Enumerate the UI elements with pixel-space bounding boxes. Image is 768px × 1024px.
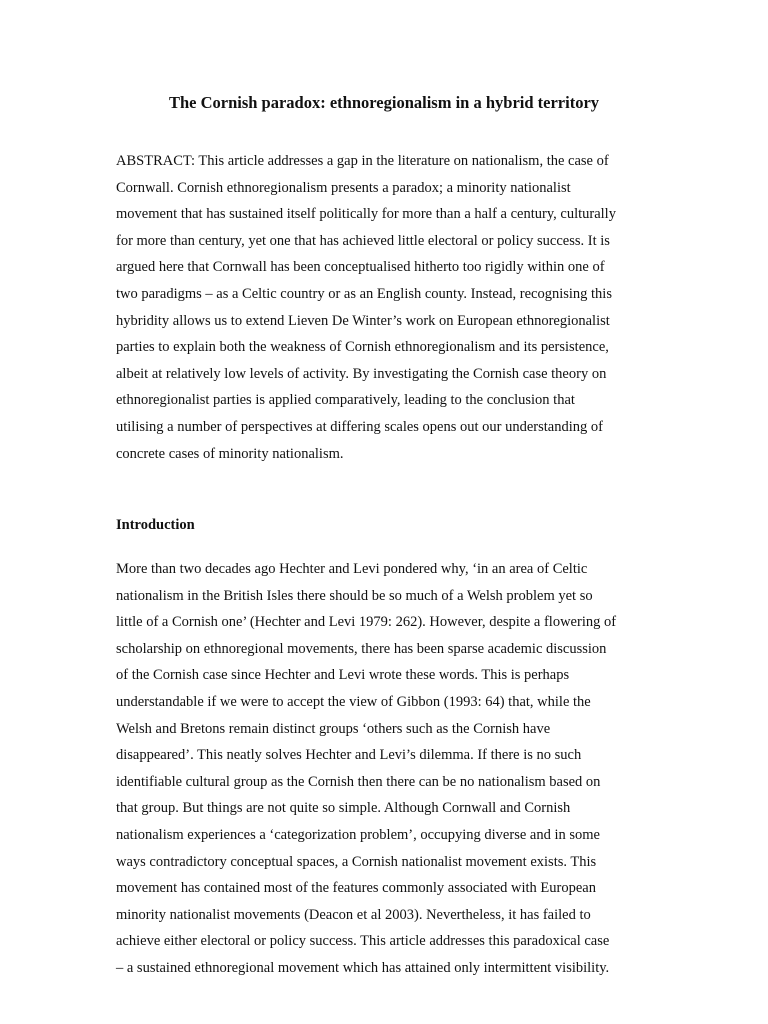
abstract-line: hybridity allows us to extend Lieven De Winter’s work on European ethnoregionalist [116, 312, 610, 329]
body-line: ways contradictory conceptual spaces, a Cornish nationalist movement exists. This [116, 853, 597, 870]
body-line: disappeared’. This neatly solves Hechter and Levi’s dilemma. If there is no such [116, 747, 582, 764]
body-line: movement has contained most of the features commonly associated with European [116, 880, 596, 897]
abstract-paragraph [116, 148, 661, 467]
abstract-line: utilising a number of perspectives at differing scales opens out our understanding of [116, 418, 603, 435]
abstract-line: argued here that Cornwall has been conceptualised hitherto too rigidly within one of [116, 259, 605, 276]
body-line: achieve either electoral or policy success. This article addresses this paradoxical case [116, 933, 610, 950]
body-line: nationalism experiences a ‘categorization problem’, occupying diverse and in some [116, 826, 600, 843]
body-line: little of a Cornish one’ (Hechter and Levi 1979: 262). However, despite a flowering of [116, 614, 617, 631]
section-heading: Introduction [116, 517, 195, 533]
body-line: – a sustained ethnoregional movement which has attained only intermittent visibility. [116, 959, 610, 976]
abstract-line: movement that has sustained itself politically for more than a half a century, culturally [116, 206, 616, 223]
body-line: minority nationalist movements (Deacon et al 2003). Nevertheless, it has failed to [116, 906, 591, 923]
body-line: nationalism in the British Isles there should be so much of a Welsh problem yet so [116, 587, 593, 604]
body-line: of the Cornish case since Hechter and Levi wrote these words. This is perhaps [116, 667, 570, 684]
body-line: understandable if we were to accept the view of Gibbon (1993: 64) that, while the [116, 693, 591, 710]
abstract-line: ethnoregionalist parties is applied comparatively, leading to the conclusion that [116, 392, 575, 409]
body-line: Welsh and Bretons remain distinct groups ‘others such as the Cornish have [116, 720, 551, 737]
abstract-line: Cornwall. Cornish ethnoregionalism presents a paradox; a minority nationalist [116, 179, 571, 196]
body-line: that group. But things are not quite so simple. Although Cornwall and Cornish [116, 800, 571, 817]
abstract-line: parties to explain both the weakness of Cornish ethnoregionalism and its persistence, [116, 339, 609, 356]
body-line: scholarship on ethnoregional movements, there has been sparse academic discussion [116, 640, 607, 657]
abstract-line: ABSTRACT: This article addresses a gap in the literature on nationalism, the case of [116, 153, 609, 169]
abstract-line: for more than century, yet one that has achieved little electoral or policy success. It is [116, 232, 610, 249]
abstract-line: albeit at relatively low levels of activity. By investigating the Cornish case theory on [116, 365, 607, 382]
body-line: identifiable cultural group as the Cornish then there can be no nationalism based on [116, 773, 601, 790]
body-line: More than two decades ago Hechter and Levi pondered why, ‘in an area of Celtic [116, 561, 588, 577]
paper-title: The Cornish paradox: ethnoregionalism in a hybrid territory [168, 93, 600, 112]
abstract-line: concrete cases of minority nationalism. [116, 445, 344, 462]
introduction-paragraph [116, 556, 661, 982]
abstract-line: two paradigms – as a Celtic country or as an English county. Instead, recognising this [116, 285, 612, 302]
